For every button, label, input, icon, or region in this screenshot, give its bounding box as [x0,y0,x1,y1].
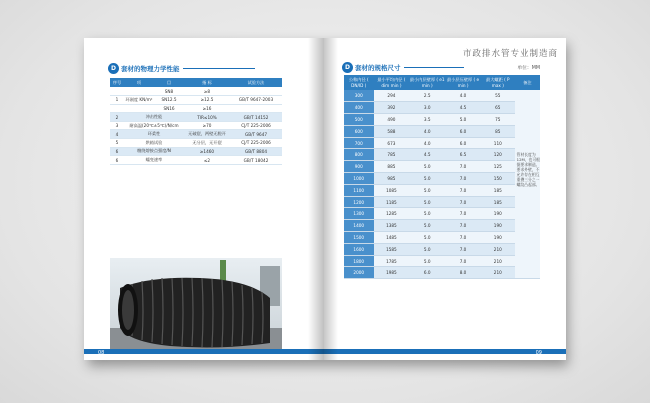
table-row [344,232,540,244]
table-cell: 294 [374,90,410,102]
table-cell-method: GB/T 9647 [230,130,282,139]
table-cell: 65 [481,102,515,114]
table-row [110,147,282,156]
table-cell: 190 [481,220,515,232]
table-cell: 3.0 [409,102,445,114]
table-cell-value: ≤2 [184,156,230,165]
table-cell-item: 蠕变速率 [124,156,184,165]
table-row [110,104,282,113]
table-cell: 85 [481,125,515,137]
table-cell: 4.5 [445,102,481,114]
table-row [344,220,540,232]
table-cell-no: 6 [110,147,124,156]
table-cell: 4.5 [409,149,445,161]
table-cell: 7.0 [445,243,481,255]
table-cell: 75 [481,114,515,126]
table-cell-method: CJ/T 225-2006 [230,121,282,130]
table-cell: 8.0 [445,267,481,279]
table-cell: 5.0 [409,208,445,220]
table-cell-value: ≥70 [184,121,230,130]
table-cell-no: 1 [110,96,124,105]
table-row [344,184,540,196]
table-cell-sub: SN8 [154,87,184,96]
table-cell: 185 [481,184,515,196]
table-row [344,161,540,173]
right-page-number: 09 [535,350,542,356]
table-cell: 5.0 [409,255,445,267]
table-cell: 7.0 [445,255,481,267]
table-cell: 6.0 [409,267,445,279]
table-cell-item [124,87,154,96]
table-row [110,96,282,105]
table-row [344,243,540,255]
unit-label: 单位：MM [517,66,540,71]
table-cell: 5.0 [409,184,445,196]
row-header-cell: 1500 [344,232,374,244]
table-cell: 7.0 [445,184,481,196]
table-row [110,139,282,148]
col-header: 指 标 [184,78,230,87]
table-row [344,102,540,114]
brand-tagline: 市政排水管专业制造商 [462,49,558,59]
row-header-cell: 1000 [344,173,374,185]
table-row [110,87,282,96]
table-cell: 150 [481,173,515,185]
row-header-cell: 2000 [344,267,374,279]
table-cell-method: CJ/T 225-2006 [230,139,282,148]
table-cell-method: GB/T 9647-2003 [230,96,282,105]
table-cell: 673 [374,137,410,149]
table-cell: 210 [481,255,515,267]
table-cell-value: ≥8 [184,87,230,96]
table-cell: 6.0 [445,125,481,137]
table-cell: 7.0 [445,196,481,208]
table-row [110,130,282,139]
table-cell-item: 环刚度 KN/m² [124,96,154,105]
table-cell: 1585 [374,243,410,255]
table-cell-no [110,104,124,113]
left-page [84,38,324,360]
table-cell: 5.0 [409,196,445,208]
footer-bar [324,349,566,354]
col-header: 最大螺距 ( P max ) [481,75,515,90]
row-header-cell: 1100 [344,184,374,196]
table-cell-item: 冲击性能 [124,113,184,122]
table-row [344,267,540,279]
table-row [110,156,282,165]
table-cell: 6.0 [445,137,481,149]
table-cell-sub: SN16 [154,104,184,113]
table-cell: 1285 [374,208,410,220]
table-cell: 2.5 [409,90,445,102]
table-cell: 5.0 [409,232,445,244]
table-cell: 1785 [374,255,410,267]
table-cell-method: GB/T 18042 [230,156,282,165]
table-cell: 5.0 [445,114,481,126]
row-header-cell: 900 [344,161,374,173]
table-cell: 885 [374,161,410,173]
table-cell: 7.0 [445,208,481,220]
table-cell-no: 3 [110,121,124,130]
col-header: 最小平均内径 ( dim min ) [374,75,410,90]
table-cell: 4.0 [409,125,445,137]
table-cell-method [230,104,282,113]
table-cell: 7.0 [445,232,481,244]
table-row [344,208,540,220]
spine-shadow [308,38,324,360]
table-header-row [344,75,540,90]
table-row [344,173,540,185]
table-cell: 3.5 [409,114,445,126]
table-cell: 120 [481,149,515,161]
col-header: 最小内层壁厚 ( e1 min ) [409,75,445,90]
table-cell: 5.0 [409,220,445,232]
table-cell-no [110,87,124,96]
table-row [344,137,540,149]
col-header: 序号 [110,78,124,87]
table-cell: 1085 [374,184,410,196]
table-cell-value: ≥12.5 [184,96,230,105]
table-cell: 110 [481,137,515,149]
table-cell: 4.0 [409,137,445,149]
table-row [344,149,540,161]
table-cell: 1385 [374,220,410,232]
table-cell-value: ≥1460 [184,147,230,156]
right-section-header [342,62,464,73]
table-cell: 588 [374,125,410,137]
table-cell: 55 [481,90,515,102]
table-cell-no: 6 [110,156,124,165]
table-cell: 1485 [374,232,410,244]
table-row [344,125,540,137]
left-section-title: 套材的物理力学性能 [121,65,180,73]
table-cell: 6.5 [445,149,481,161]
row-header-cell: 800 [344,149,374,161]
table-cell: 785 [374,149,410,161]
row-header-cell: 500 [344,114,374,126]
table-row [344,196,540,208]
table-cell: 7.0 [445,161,481,173]
section-logo-icon: D [342,62,353,73]
table-cell-value: ≥16 [184,104,230,113]
row-header-cell: 600 [344,125,374,137]
table-cell-item: 烘箱试验 [124,139,184,148]
table-cell-no: 2 [110,113,124,122]
col-header: 备注 [515,75,540,90]
right-page [324,38,566,360]
table-cell: 185 [481,196,515,208]
dimensions-table [344,75,540,279]
table-header-row [110,78,282,87]
table-cell: 5.0 [409,173,445,185]
row-header-cell: 1200 [344,196,374,208]
table-cell-item: 耐高温(20℃±5℃)/N/cm [124,121,184,130]
row-header-cell: 1400 [344,220,374,232]
table-cell-no: 5 [110,139,124,148]
table-cell: 7.0 [445,173,481,185]
table-cell: 5.0 [409,243,445,255]
table-row [110,113,282,122]
row-header-cell: 1800 [344,255,374,267]
table-cell-method: GB/T 8804 [230,147,282,156]
table-cell: 125 [481,161,515,173]
left-page-number: 08 [98,350,105,356]
table-cell-method: GB/T 14152 [230,113,282,122]
left-section-header [108,63,255,74]
row-header-cell: 700 [344,137,374,149]
table-cell-item: 环柔性 [124,130,184,139]
table-cell: 392 [374,102,410,114]
table-cell: 210 [481,243,515,255]
col-header: 最小层压壁厚 ( e min ) [445,75,481,90]
table-cell: 985 [374,173,410,185]
row-header-cell: 400 [344,102,374,114]
row-header-cell: 1600 [344,243,374,255]
table-cell: 1185 [374,196,410,208]
table-cell: 490 [374,114,410,126]
table-cell-sub: SN12.5 [154,96,184,105]
col-header: 试验方法 [230,78,282,87]
section-divider [404,67,464,69]
table-cell: 1985 [374,267,410,279]
table-cell: 190 [481,208,515,220]
table-cell: 7.0 [445,220,481,232]
table-cell: 210 [481,267,515,279]
table-cell-item [124,104,154,113]
section-divider [183,68,255,70]
table-row [344,255,540,267]
footer-bar [84,349,324,354]
col-header: 项 [124,78,154,87]
col-header: 公称内径 ( DN/ID ) [344,75,374,90]
spine-shadow [324,38,338,360]
table-cell-value: TIR≤10% [184,113,230,122]
table-cell-value: 无分层，无开裂 [184,139,230,148]
pipe-photo [110,258,282,353]
table-cell-no: 4 [110,130,124,139]
table-row [110,121,282,130]
table-row [344,114,540,126]
table-cell: 5.0 [409,161,445,173]
row-header-cell: 300 [344,90,374,102]
right-section-title: 套材的规格尺寸 [355,64,401,72]
table-cell: 4.0 [445,90,481,102]
table-cell-item: 缠绕熔接点强度/N [124,147,184,156]
col-header: 目 [154,78,184,87]
table-cell-method [230,87,282,96]
remark-note: 管材长度为12M，也可根据要求制造。要求外壁，不允许存在相互重叠三分之一螺纹凸起部。 [515,90,540,279]
section-logo-icon: D [108,63,119,74]
table-cell-value: 无破裂，两壁无脱开 [184,130,230,139]
table-cell: 190 [481,232,515,244]
physical-properties-table [110,78,282,165]
row-header-cell: 1300 [344,208,374,220]
table-row [344,90,540,102]
corrugated-pipe-image [110,258,282,353]
